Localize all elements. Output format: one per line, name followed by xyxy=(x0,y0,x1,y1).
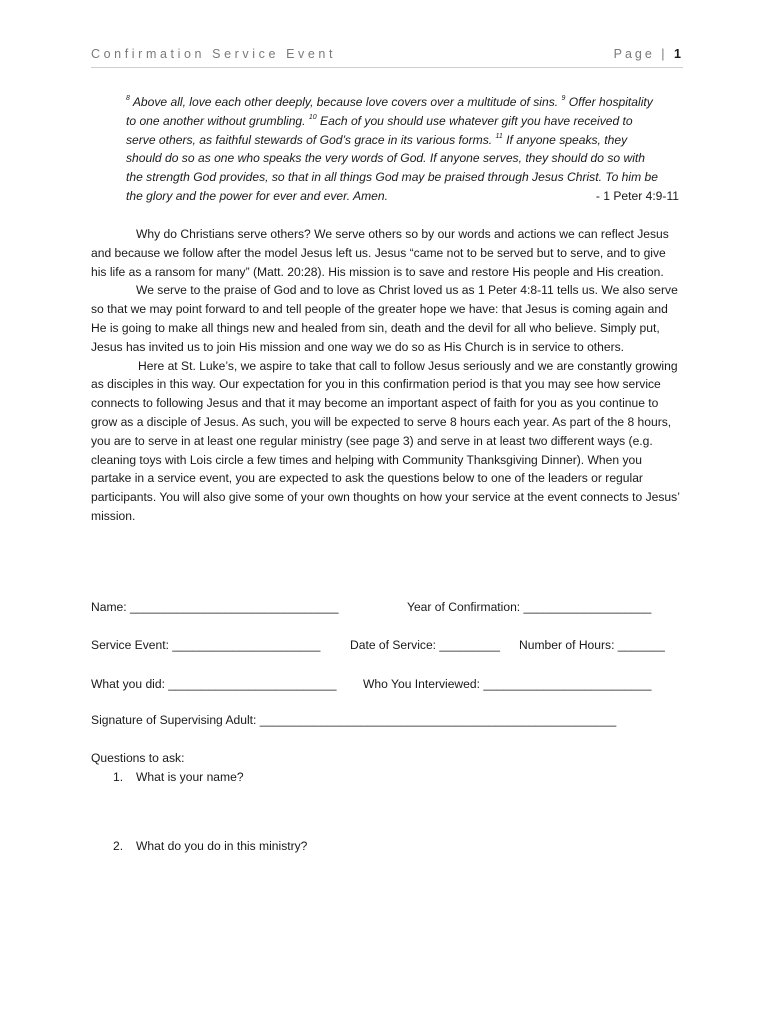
quote-line xyxy=(126,93,681,112)
quote-reference: - 1 Peter 4:9-11 xyxy=(595,188,679,203)
quote-line: should do so as one who speaks the very words of God. If anyone serves, they should do so with xyxy=(126,151,645,166)
year-field[interactable]: Year of Confirmation: ___________________ xyxy=(407,600,652,614)
quote-text: If anyone speaks, they xyxy=(502,132,628,147)
quote-line xyxy=(126,112,681,131)
what-did-field[interactable]: What you did: _________________________ xyxy=(91,677,337,691)
page-header xyxy=(91,47,683,68)
body-text xyxy=(91,225,681,526)
verse-number: 8 xyxy=(126,95,130,102)
question-number: 1. xyxy=(113,770,124,784)
quote-text: Offer hospitality xyxy=(565,95,653,109)
questions-heading: Questions to ask: xyxy=(91,751,185,765)
question-number: 2. xyxy=(113,839,124,853)
quote-text: Above all, love each other deeply, because love covers over a multitude of sins. xyxy=(129,95,562,109)
name-field[interactable]: Name: _______________________________ xyxy=(91,600,339,614)
paragraph: Here at St. Luke’s, we aspire to take that call to follow Jesus seriously and we are constantly growing as disciples in this way. Our expectation for you in this confirmation period is that you may see how service connects to following Jesus and that it may become an important aspect of faith for you as you continue to grow as a disciple of Jesus. As such, you will be expected to serve 8 hours each year. As part of the 8 hours, you are to serve in at least one regular ministry (see page 3) and serve in at least two different ways (e.g. cleaning toys with Lois circle a few times and helping with Community Thanksgiving Dinner). When you partake in a service event, you are expected to ask the questions below to one of the leaders or regular participants. You will also give some of your own thoughts on how your service at the event connects to Jesus’ mission. xyxy=(91,358,680,523)
scripture-quote xyxy=(126,93,681,206)
hours-field[interactable]: Number of Hours: _______ xyxy=(519,638,665,652)
quote-text: to one another without grumbling. xyxy=(126,113,309,128)
page-label: Page | xyxy=(613,47,668,61)
paragraph: Why do Christians serve others? We serve others so by our words and actions we can reflect Jesus and because we follow after the model Jesus left us. Jesus “came not to be served but to serve, and to give his life as a ransom for many” (Matt. 20:28). His mission is to save and restore His people and His creation. xyxy=(91,227,669,279)
verse-number: 10 xyxy=(308,113,317,121)
page-number xyxy=(614,47,681,61)
quote-line xyxy=(126,187,681,206)
quote-line xyxy=(126,131,681,150)
page-number-value: 1 xyxy=(674,47,681,61)
question-text: What is your name? xyxy=(136,770,244,784)
verse-number: 11 xyxy=(495,132,503,140)
quote-text: the glory and the power for ever and ever. Amen. xyxy=(126,188,388,203)
quote-text: Each of you should use whatever gift you have received to xyxy=(316,113,633,128)
service-event-field[interactable]: Service Event: ______________________ xyxy=(91,638,321,652)
quote-text: serve others, as faithful stewards of God’s grace in its various forms. xyxy=(126,132,496,147)
verse-number: 9 xyxy=(561,95,566,102)
quote-line: the strength God provides, so that in all things God may be praised through Jesus Christ. To him be xyxy=(126,170,658,185)
header-title: Confirmation Service Event xyxy=(91,47,337,61)
paragraph: We serve to the praise of God and to love as Christ loved us as 1 Peter 4:8-11 tells us. We also serve so that we may point forward to and tell people of the greater hope we have: that Jesus is coming again and He is going to make all things new and healed from sin, death and the devil for all who believe. Simply put, Jesus has invited us to join His mission and one way we do so as His Church is in service to others. xyxy=(91,283,678,354)
interviewed-field[interactable]: Who You Interviewed: _________________________ xyxy=(363,677,652,691)
date-field[interactable]: Date of Service: _________ xyxy=(350,638,500,652)
question-text: What do you do in this ministry? xyxy=(136,839,308,853)
signature-field[interactable]: Signature of Supervising Adult: _____________________________________________________ xyxy=(91,713,617,727)
